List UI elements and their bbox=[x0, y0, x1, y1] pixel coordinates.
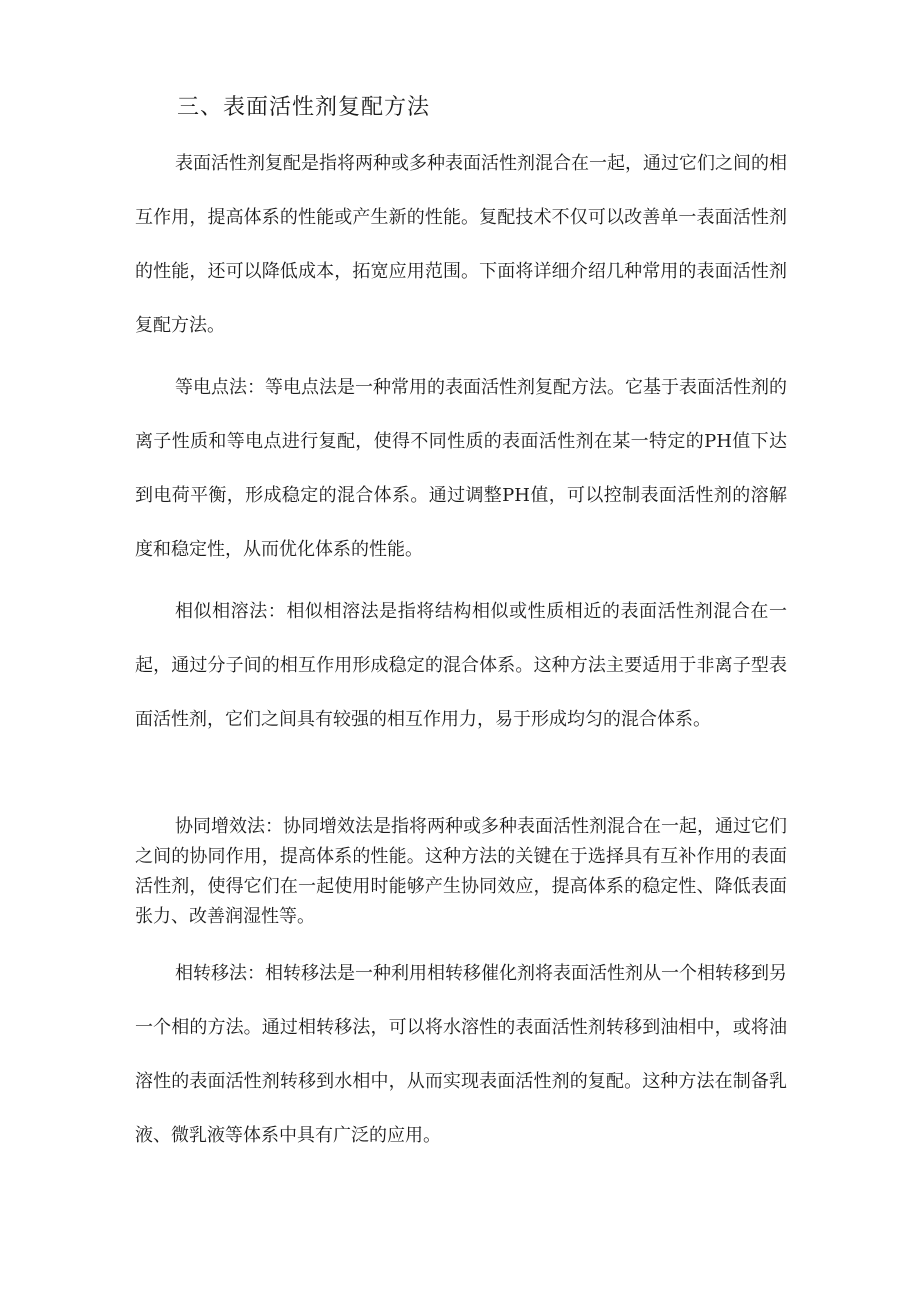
section-heading: 三、表面活性剂复配方法 bbox=[177, 95, 431, 120]
paragraph-isoelectric-method: 等电点法：等电点法是一种常用的表面活性剂复配方法。它基于表面活性剂的离子性质和等电点进行复配，使得不同性质的表面活性剂在某一特定的PH值下达到电荷平衡，形成稳定的混合体系。通过调整PH值，可以控制表面活性剂的溶解度和稳定性，从而优化体系的性能。 bbox=[135, 377, 787, 560]
paragraph-like-dissolves-like: 相似相溶法：相似相溶法是指将结构相似或性质相近的表面活性剂混合在一起，通过分子间的相互作用形成稳定的混合体系。这种方法主要适用于非离子型表面活性剂，它们之间具有较强的相互作用力，易于形成均匀的混合体系。 bbox=[135, 601, 787, 730]
paragraph-phase-transfer: 相转移法：相转移法是一种利用相转移催化剂将表面活性剂从一个相转移到另一个相的方法。通过相转移法，可以将水溶性的表面活性剂转移到油相中，或将油溶性的表面活性剂转移到水相中，从而实现表面活性剂的复配。这种方法在制备乳液、微乳液等体系中具有广泛的应用。 bbox=[135, 963, 787, 1146]
paragraph-introduction: 表面活性剂复配是指将两种或多种表面活性剂混合在一起，通过它们之间的相互作用，提高体系的性能或产生新的性能。复配技术不仅可以改善单一表面活性剂的性能，还可以降低成本，拓宽应用范围。下面将详细介绍几种常用的表面活性剂复配方法。 bbox=[135, 153, 787, 336]
paragraph-synergy-method: 协同增效法：协同增效法是指将两种或多种表面活性剂混合在一起，通过它们之间的协同作用，提高体系的性能。这种方法的关键在于选择具有互补作用的表面活性剂，使得它们在一起使用时能够产生协同效应，提高体系的稳定性、降低表面张力、改善润湿性等。 bbox=[135, 816, 787, 927]
